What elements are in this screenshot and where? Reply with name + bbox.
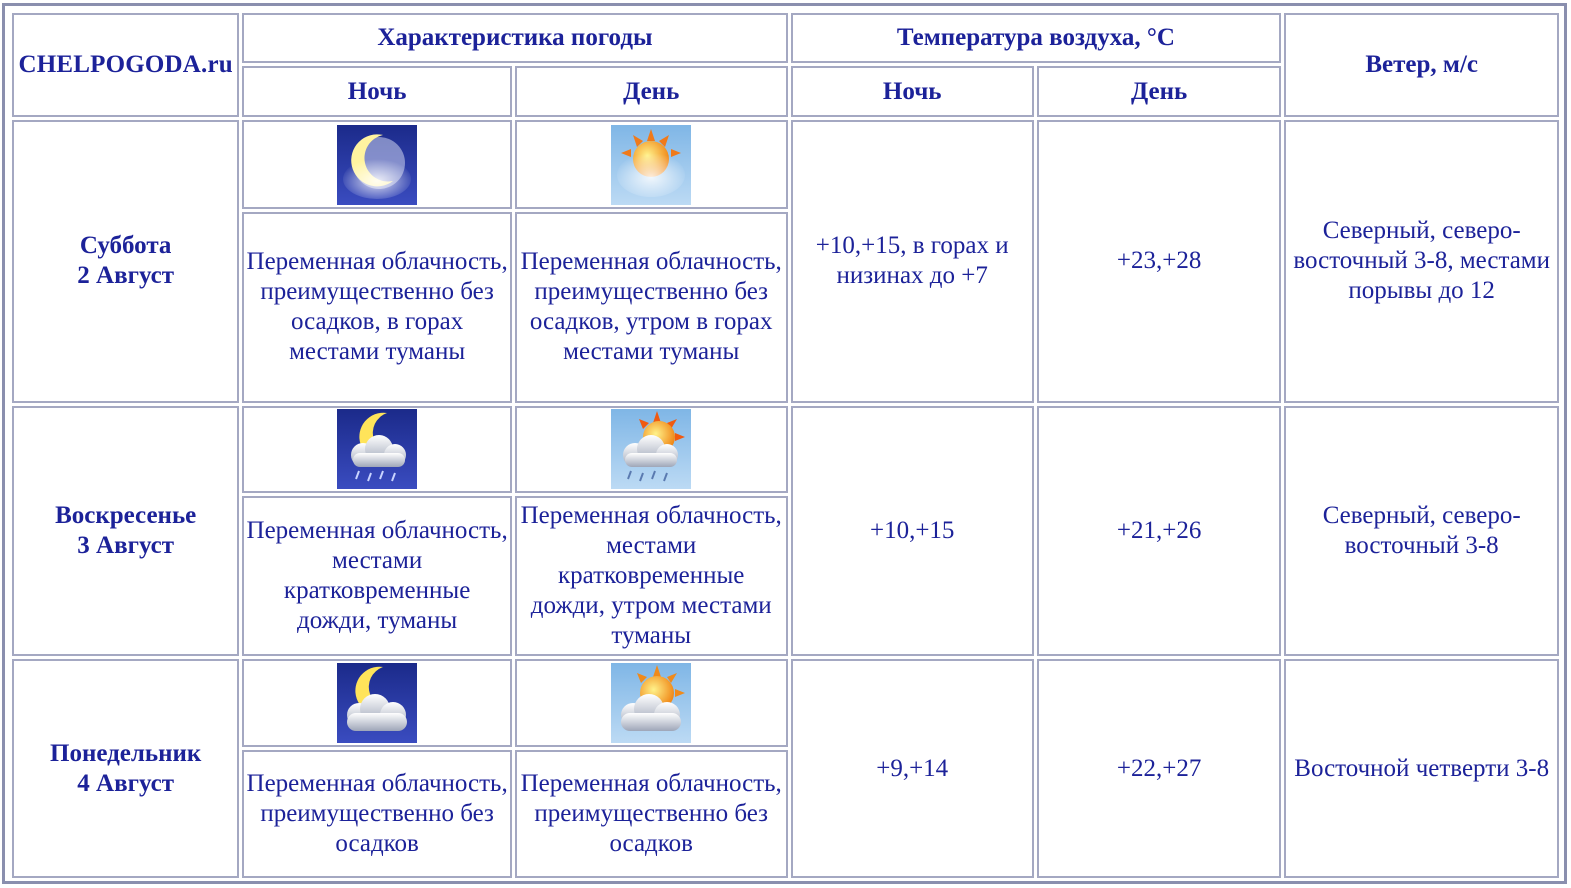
- sun-partly-cloudy-icon: [611, 125, 691, 205]
- sun-cloudy-icon: [611, 663, 691, 743]
- day-desc: Переменная облачность, преимущественно без осадков, утром в горах местами туманы: [515, 212, 788, 402]
- day-label: [12, 406, 239, 657]
- temp-day: +21,+26: [1037, 406, 1281, 657]
- temp-day-header: День: [1037, 66, 1281, 116]
- air-temp-header: Температура воздуха, °С: [791, 13, 1282, 63]
- temp-night: +10,+15, в горах и низинах до +7: [791, 120, 1034, 403]
- temp-day: +22,+27: [1037, 659, 1281, 878]
- day-label: [12, 120, 239, 403]
- temp-night: +10,+15: [791, 406, 1034, 657]
- day-desc: Переменная облачность, местами кратковременные дожди, утром местами туманы: [515, 496, 788, 656]
- night-desc: Переменная облачность, преимущественно без осадков, в горах местами туманы: [242, 212, 512, 402]
- night-icon-cell: [242, 120, 512, 210]
- weather-night-header: Ночь: [242, 66, 512, 116]
- wind: Северный, северо-восточный 3-8: [1284, 406, 1559, 657]
- moon-partly-cloudy-icon: [337, 125, 417, 205]
- day-label: [12, 659, 239, 878]
- date: 4 Август: [77, 769, 175, 797]
- night-icon-cell: [242, 659, 512, 747]
- weekday: Суббота: [79, 232, 172, 260]
- temp-day: +23,+28: [1037, 120, 1281, 403]
- day-icon-cell: [515, 120, 788, 210]
- weekday: Понедельник: [50, 739, 202, 767]
- weather-day-header: День: [515, 66, 788, 116]
- wind: Северный, северо-восточный 3-8, местами порывы до 12: [1284, 120, 1559, 403]
- wind-header: Ветер, м/с: [1284, 13, 1559, 117]
- moon-cloudy-icon: [337, 663, 417, 743]
- date: 3 Август: [77, 532, 175, 560]
- weather-char-header: Характеристика погоды: [242, 13, 787, 63]
- date: 2 Август: [77, 262, 175, 290]
- night-desc: Переменная облачность, преимущественно без осадков: [242, 750, 512, 878]
- day-icon-cell: [515, 659, 788, 747]
- forecast-table: [9, 10, 1562, 881]
- day-icon-cell: [515, 406, 788, 494]
- temp-night: +9,+14: [791, 659, 1034, 878]
- night-icon-cell: [242, 406, 512, 494]
- forecast-frame: [2, 3, 1567, 884]
- moon-cloud-rain-icon: [337, 409, 417, 489]
- weekday: Воскресенье: [55, 502, 197, 530]
- day-desc: Переменная облачность, преимущественно без осадков: [515, 750, 788, 878]
- night-desc: Переменная облачность, местами кратковременные дожди, туманы: [242, 496, 512, 656]
- temp-night-header: Ночь: [791, 66, 1034, 116]
- site-name: CHELPOGODA.ru: [12, 13, 239, 117]
- wind: Восточной четверти 3-8: [1284, 659, 1559, 878]
- sun-cloud-rain-icon: [611, 409, 691, 489]
